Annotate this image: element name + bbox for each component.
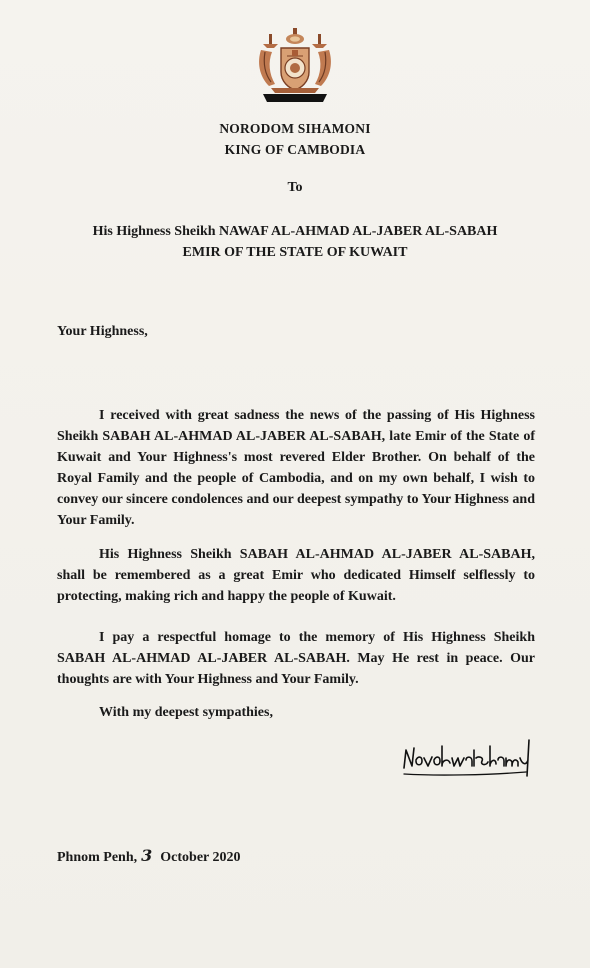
recipient-name: His Highness Sheikh NAWAF AL-AHMAD AL-JABER AL-SABAH xyxy=(92,224,498,239)
letter-paragraph-2: His Highness Sheikh SABAH AL-AHMAD AL-JABER AL-SABAH, shall be remembered as a great Emir who dedicated Himself selflessly to protecting, making rich and happy the people of Kuwait. xyxy=(57,547,535,604)
closing-line: With my deepest sympathies, xyxy=(99,705,273,720)
place: Phnom Penh, xyxy=(57,850,138,865)
sender-title: KING OF CAMBODIA xyxy=(224,142,366,157)
to-label: To xyxy=(287,180,303,195)
royal-coat-of-arms-icon xyxy=(253,28,337,104)
letter-paragraph-3: I pay a respectful homage to the memory of His Highness Sheikh SABAH AL-AHMAD AL-JABER AL-SABAH. May He rest in peace. Our thoughts are with Your Highness and Your Family. xyxy=(57,630,535,687)
handwritten-day: 3 xyxy=(141,846,153,865)
sender-name: NORODOM SIHAMONI xyxy=(219,121,371,136)
recipient-title: EMIR OF THE STATE OF KUWAIT xyxy=(182,245,408,260)
letter-paragraph-1: I received with great sadness the news of the passing of His Highness Sheikh SABAH AL-AHMAD AL-JABER AL-SABAH, late Emir of the State of Kuwait and Your Highness's most revered Elder Brother. On behalf of the Royal Family and the people of Cambodia, and on my own behalf, I wish to convey our sincere condolences and our deepest sympathy to Your Highness and Your Family. xyxy=(57,408,535,528)
place-and-date xyxy=(57,846,241,866)
salutation: Your Highness, xyxy=(57,324,148,339)
month-year: October 2020 xyxy=(160,850,241,865)
handwritten-signature xyxy=(398,736,536,784)
